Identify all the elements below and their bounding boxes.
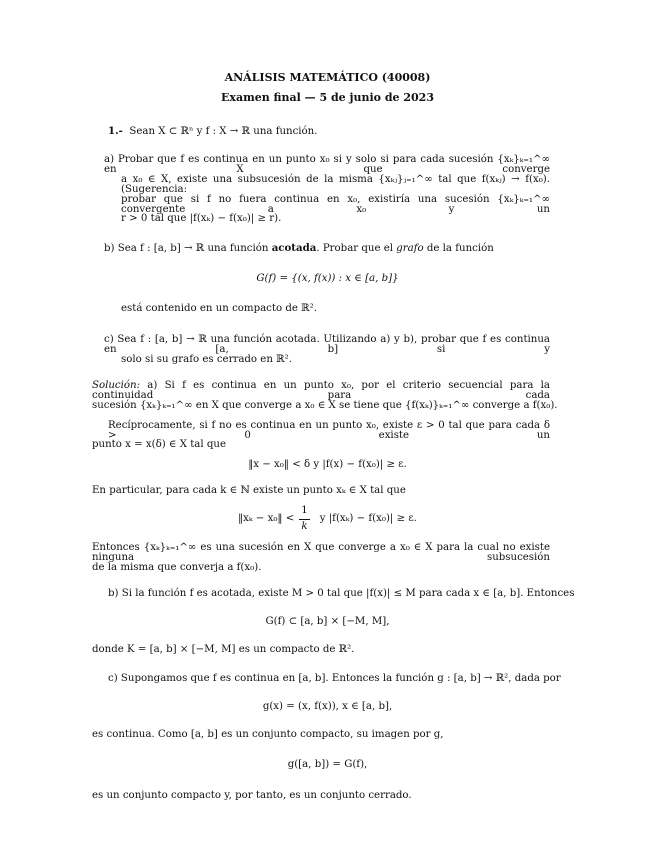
- solution-line-12: es un conjunto compacto y, por tanto, es un conjunto cerrado.: [92, 790, 412, 801]
- solution-line-11: es continua. Como [a, b] es un conjunto compacto, su imagen por g,: [92, 729, 444, 740]
- formula-3: G(f) ⊂ [a, b] × [−M, M],: [265, 616, 390, 627]
- solution-line-7: de la misma que converja a f(x₀).: [92, 562, 262, 573]
- solution-line-1-text: a) Si f es continua en un punto x₀, por el criterio secuencial para la continuidad para cada: [92, 380, 550, 402]
- formula-5: g([a, b]) = G(f),: [287, 759, 368, 770]
- part-b-italic: grafo: [396, 243, 424, 254]
- part-a-line-2: a x₀ ∈ X, existe una subsucesión de la misma {xₖⱼ}ⱼ₌₁^∞ tal que f(xₖⱼ) → f(x₀). (Sugerencia:: [121, 174, 550, 196]
- part-c-line-2: solo si su grafo es cerrado en ℝ².: [121, 354, 292, 365]
- solution-line-4: punto x = x(δ) ∈ X tal que: [92, 439, 226, 450]
- formula-2: [238, 504, 417, 534]
- solution-line-3: Recíprocamente, si f no es continua en un punto x₀, existe ε > 0 tal que para cada δ > 0 existe un: [108, 420, 550, 442]
- part-b-line-2: está contenido en un compacto de ℝ².: [121, 303, 317, 314]
- part-a-line-4: r > 0 tal que |f(xₖ) − f(x₀)| ≥ r).: [121, 213, 282, 224]
- part-b-formula: G(f) = {(x, f(x)) : x ∈ [a, b]}: [256, 273, 399, 284]
- solution-line-8: b) Si la función f es acotada, existe M > 0 tal que |f(x)| ≤ M para cada x ∈ [a, b]. Entonces: [108, 588, 575, 599]
- problem-statement: [108, 126, 318, 137]
- solution-line-1: [92, 381, 550, 401]
- part-b-text-2: . Probar que el: [316, 243, 397, 254]
- exam-subtitle: Examen final — 5 de junio de 2023: [221, 91, 434, 104]
- solution-line-10: c) Supongamos que f es continua en [a, b]. Entonces la función g : [a, b] → ℝ², dada por: [108, 673, 561, 684]
- part-c-line-1: c) Sea f : [a, b] → ℝ una función acotada. Utilizando a) y b), probar que f es continua en [a, b] si y: [104, 334, 550, 356]
- part-b-bold: acotada: [271, 242, 317, 254]
- formula-4: g(x) = (x, f(x)), x ∈ [a, b],: [262, 701, 393, 712]
- exam-title: ANÁLISIS MATEMÁTICO (40008): [224, 71, 431, 84]
- fraction-numerator: 1: [299, 506, 309, 519]
- solution-line-9: donde K = [a, b] × [−M, M] es un compacto de ℝ².: [92, 644, 355, 655]
- formula-2-right: y |f(xₖ) − f(x₀)| ≥ ε.: [319, 512, 417, 524]
- formula-2-left: ‖xₖ − x₀‖ <: [238, 512, 295, 524]
- formula-1: ‖x − x₀‖ < δ y |f(x) − f(x₀)| ≥ ε.: [248, 459, 407, 470]
- solution-label: Solución:: [92, 380, 141, 391]
- solution-line-5: En particular, para cada k ∈ ℕ existe un punto xₖ ∈ X tal que: [92, 485, 406, 496]
- fraction-denominator: k: [301, 520, 308, 532]
- part-b-text-3: de la función: [423, 243, 494, 254]
- part-b-line-1: [104, 243, 494, 254]
- solution-line-6: Entonces {xₖ}ₖ₌₁^∞ es una sucesión en X que converge a x₀ ∈ X para la cual no existe ninguna subsucesión: [92, 542, 550, 564]
- part-b-text-1: b) Sea f : [a, b] → ℝ una función: [104, 243, 272, 254]
- problem-number: 1.-: [108, 125, 123, 137]
- solution-line-2: sucesión {xₖ}ₖ₌₁^∞ en X que converge a x₀ ∈ X se tiene que {f(xₖ)}ₖ₌₁^∞ converge a f(x₀).: [92, 400, 558, 411]
- fraction: [299, 506, 309, 531]
- part-a-line-1: a) Probar que f es continua en un punto x₀ si y solo si para cada sucesión {xₖ}ₖ₌₁^∞ en X que converge: [104, 154, 550, 176]
- problem-statement-text: Sean X ⊂ ℝⁿ y f : X → ℝ una función.: [129, 126, 318, 137]
- part-a-line-3: probar que si f no fuera continua en x₀, existiría una sucesión {xₖ}ₖ₌₁^∞ convergente a x₀ y un: [121, 194, 550, 216]
